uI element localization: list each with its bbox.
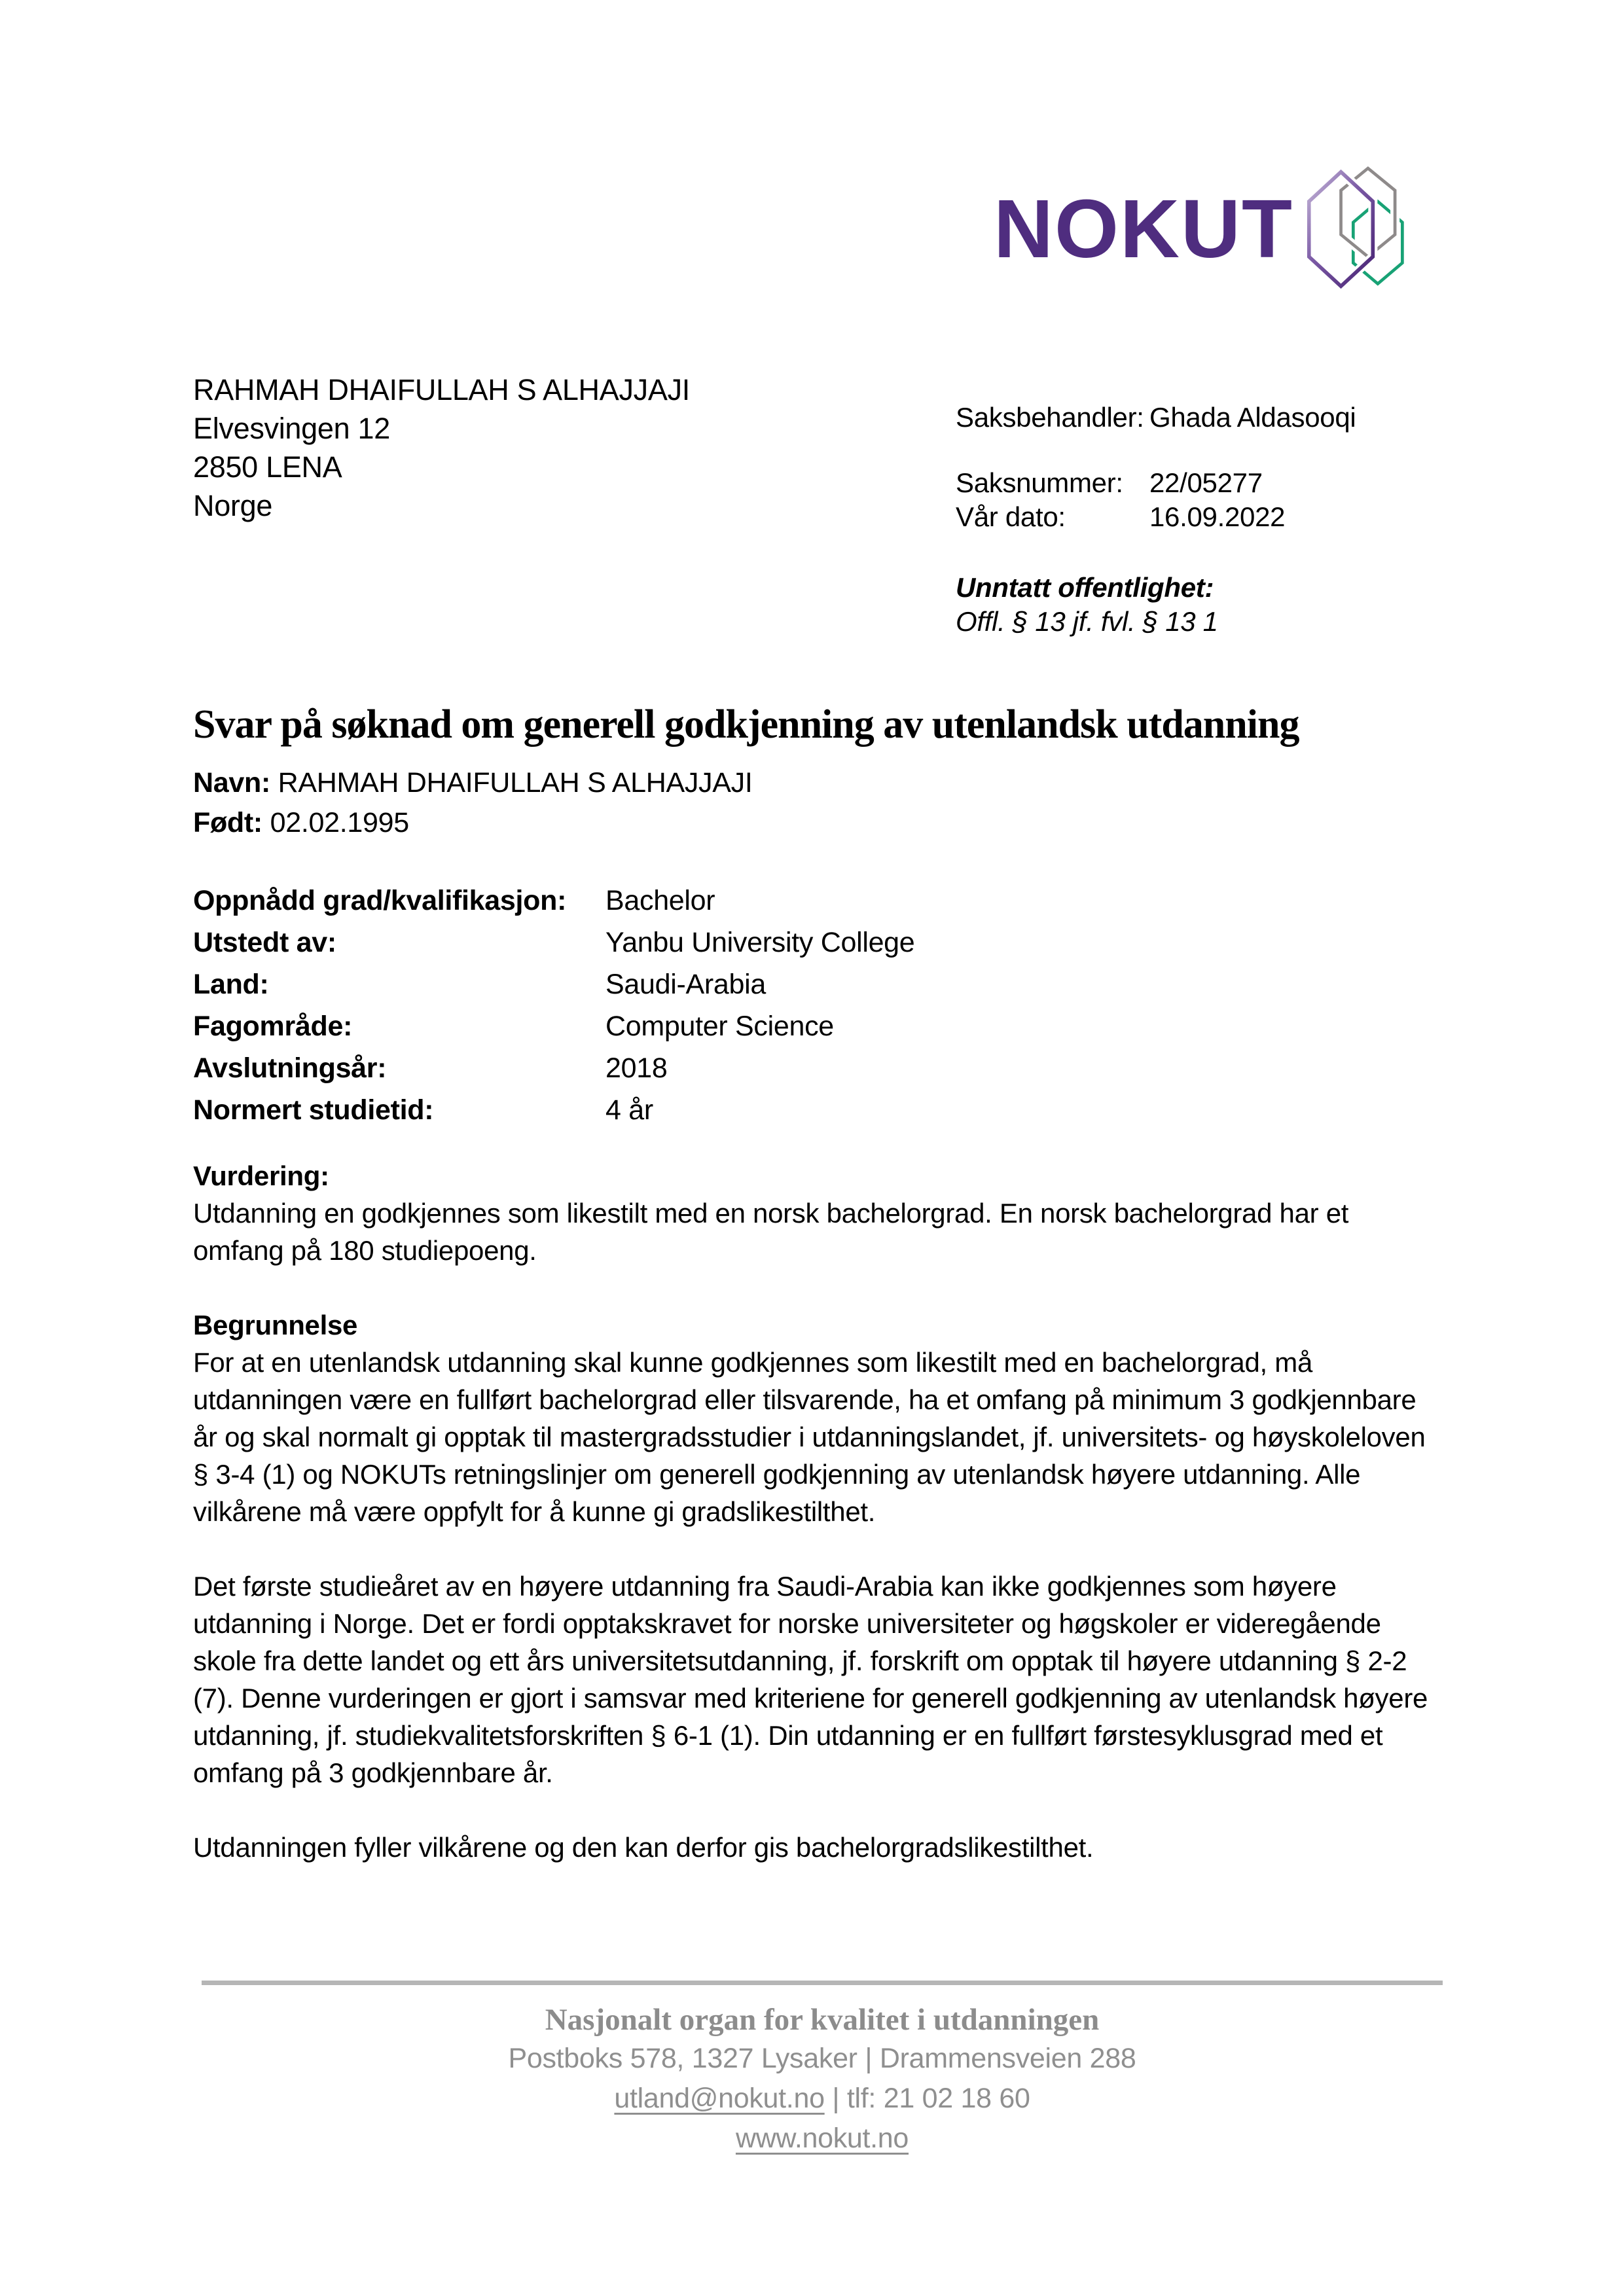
exemption-title: Unntatt offentlighet: — [956, 572, 1214, 603]
applicant-summary — [193, 763, 753, 843]
letter-body — [193, 1157, 1443, 1866]
nokut-hexagons-icon — [1307, 164, 1406, 295]
footer-phone: tlf: 21 02 18 60 — [846, 2083, 1030, 2114]
website-link[interactable]: www.nokut.no — [735, 2123, 909, 2154]
recipient-address-block — [193, 370, 690, 525]
assessment-text: Utdanning en godkjennes som likestilt med en norsk bachelorgrad. En norsk bachelorgrad har et omfang på 180 studiepoeng. — [193, 1198, 1349, 1266]
detail-label: Normert studietid: — [193, 1094, 434, 1126]
justification-paragraph-1: For at en utenlandsk utdanning skal kunne godkjennes som likestilt med en bachelorgrad, må utdanningen være en fullført bachelorgrad eller tilsvarende, ha et omfang på minimum 3 godkjennbare år og skal normalt gi opptak til mastergradsstudier i utdanningslandet, jf. universitets- og høyskoleloven § 3-4 (1) og NOKUTs retningslinjer om generell godkjenning av utenlandsk høyere utdanning. Alle vilkårene må være oppfylt for å kunne gi gradslikestilthet. — [193, 1347, 1426, 1527]
detail-value: 4 år — [605, 1094, 653, 1126]
footer-contact-line — [202, 2079, 1443, 2119]
nokut-logo-text: NOKUT — [994, 183, 1293, 275]
meta-spacer — [956, 534, 1356, 571]
qualification-details-table — [193, 880, 914, 1131]
applicant-name-value: RAHMAH DHAIFULLAH S ALHAJJAJI — [278, 767, 753, 798]
detail-label: Avslutningsår: — [193, 1052, 387, 1084]
detail-value: Bachelor — [605, 885, 715, 916]
applicant-dob-line — [193, 803, 753, 843]
caseworker-value: Ghada Aldasooqi — [1149, 402, 1356, 433]
footer-org-name: Nasjonalt organ for kvalitet i utdanningen — [545, 2003, 1100, 2037]
detail-row-completion-year — [193, 1047, 914, 1089]
detail-label: Oppnådd grad/kvalifikasjon: — [193, 885, 567, 916]
applicant-dob-label: Født: — [193, 807, 262, 838]
meta-spacer — [956, 435, 1356, 466]
detail-row-nominal-duration — [193, 1089, 914, 1131]
detail-row-issuer — [193, 922, 914, 963]
case-number-value: 22/05277 — [1149, 467, 1263, 498]
detail-value: 2018 — [605, 1052, 668, 1084]
applicant-dob-value: 02.02.1995 — [270, 807, 409, 838]
justification-paragraph-2: Det første studieåret av en høyere utdanning fra Saudi-Arabia kan ikke godkjennes som høyere utdanning i Norge. Det er fordi opptakskravet for norske universiteter og høgskoler er videregående skole fra dette landet og ett års universitetsutdanning, jf. forskrift om opptak til høyere utdanning § 2-2 (7). Denne vurderingen er gjort i samsvar med kriteriene for generell godkjenning av utenlandsk høyere utdanning, jf. studiekvalitetsforskriften § 6-1 (1). Din utdanning er en fullført førstesyklusgrad med et omfang på 3 godkjennbare år. — [193, 1571, 1428, 1788]
date-row — [956, 500, 1356, 534]
case-meta-block — [956, 401, 1356, 639]
detail-row-field — [193, 1005, 914, 1047]
date-value: 16.09.2022 — [1149, 501, 1286, 532]
detail-row-country — [193, 963, 914, 1005]
footer-website-line — [202, 2119, 1443, 2159]
document-title: Svar på søknad om generell godkjenning av utenlandsk utdanning — [193, 702, 1299, 747]
email-link[interactable]: utland@nokut.no — [614, 2083, 825, 2114]
detail-value: Saudi-Arabia — [605, 969, 766, 1000]
footer — [202, 1981, 1443, 2159]
caseworker-label: Saksbehandler: — [956, 402, 1144, 433]
recipient-country: Norge — [193, 489, 273, 522]
assessment-heading: Vurdering: — [193, 1160, 329, 1191]
nokut-logo — [994, 164, 1406, 295]
detail-label: Utstedt av: — [193, 927, 336, 958]
recipient-postal: 2850 LENA — [193, 450, 342, 484]
caseworker-row — [956, 401, 1356, 435]
detail-value: Yanbu University College — [605, 927, 915, 958]
footer-address-line: Postboks 578, 1327 Lysaker | Drammensveien 288 — [508, 2043, 1136, 2074]
recipient-name: RAHMAH DHAIFULLAH S ALHAJJAJI — [193, 373, 690, 406]
applicant-name-label: Navn: — [193, 767, 270, 798]
case-number-label: Saksnummer: — [956, 467, 1123, 498]
detail-label: Land: — [193, 969, 269, 1000]
justification-paragraph-3: Utdanningen fyller vilkårene og den kan derfor gis bachelorgradslikestilthet. — [193, 1832, 1094, 1863]
justification-heading: Begrunnelse — [193, 1310, 358, 1340]
detail-value: Computer Science — [605, 1011, 834, 1042]
case-number-row — [956, 466, 1356, 500]
date-label: Vår dato: — [956, 501, 1066, 532]
detail-row-degree — [193, 880, 914, 922]
detail-label: Fagområde: — [193, 1011, 353, 1042]
applicant-name-line — [193, 763, 753, 803]
exemption-reference: Offl. § 13 jf. fvl. § 13 1 — [956, 606, 1218, 637]
footer-separator: | — [832, 2083, 840, 2114]
recipient-street: Elvesvingen 12 — [193, 412, 391, 445]
